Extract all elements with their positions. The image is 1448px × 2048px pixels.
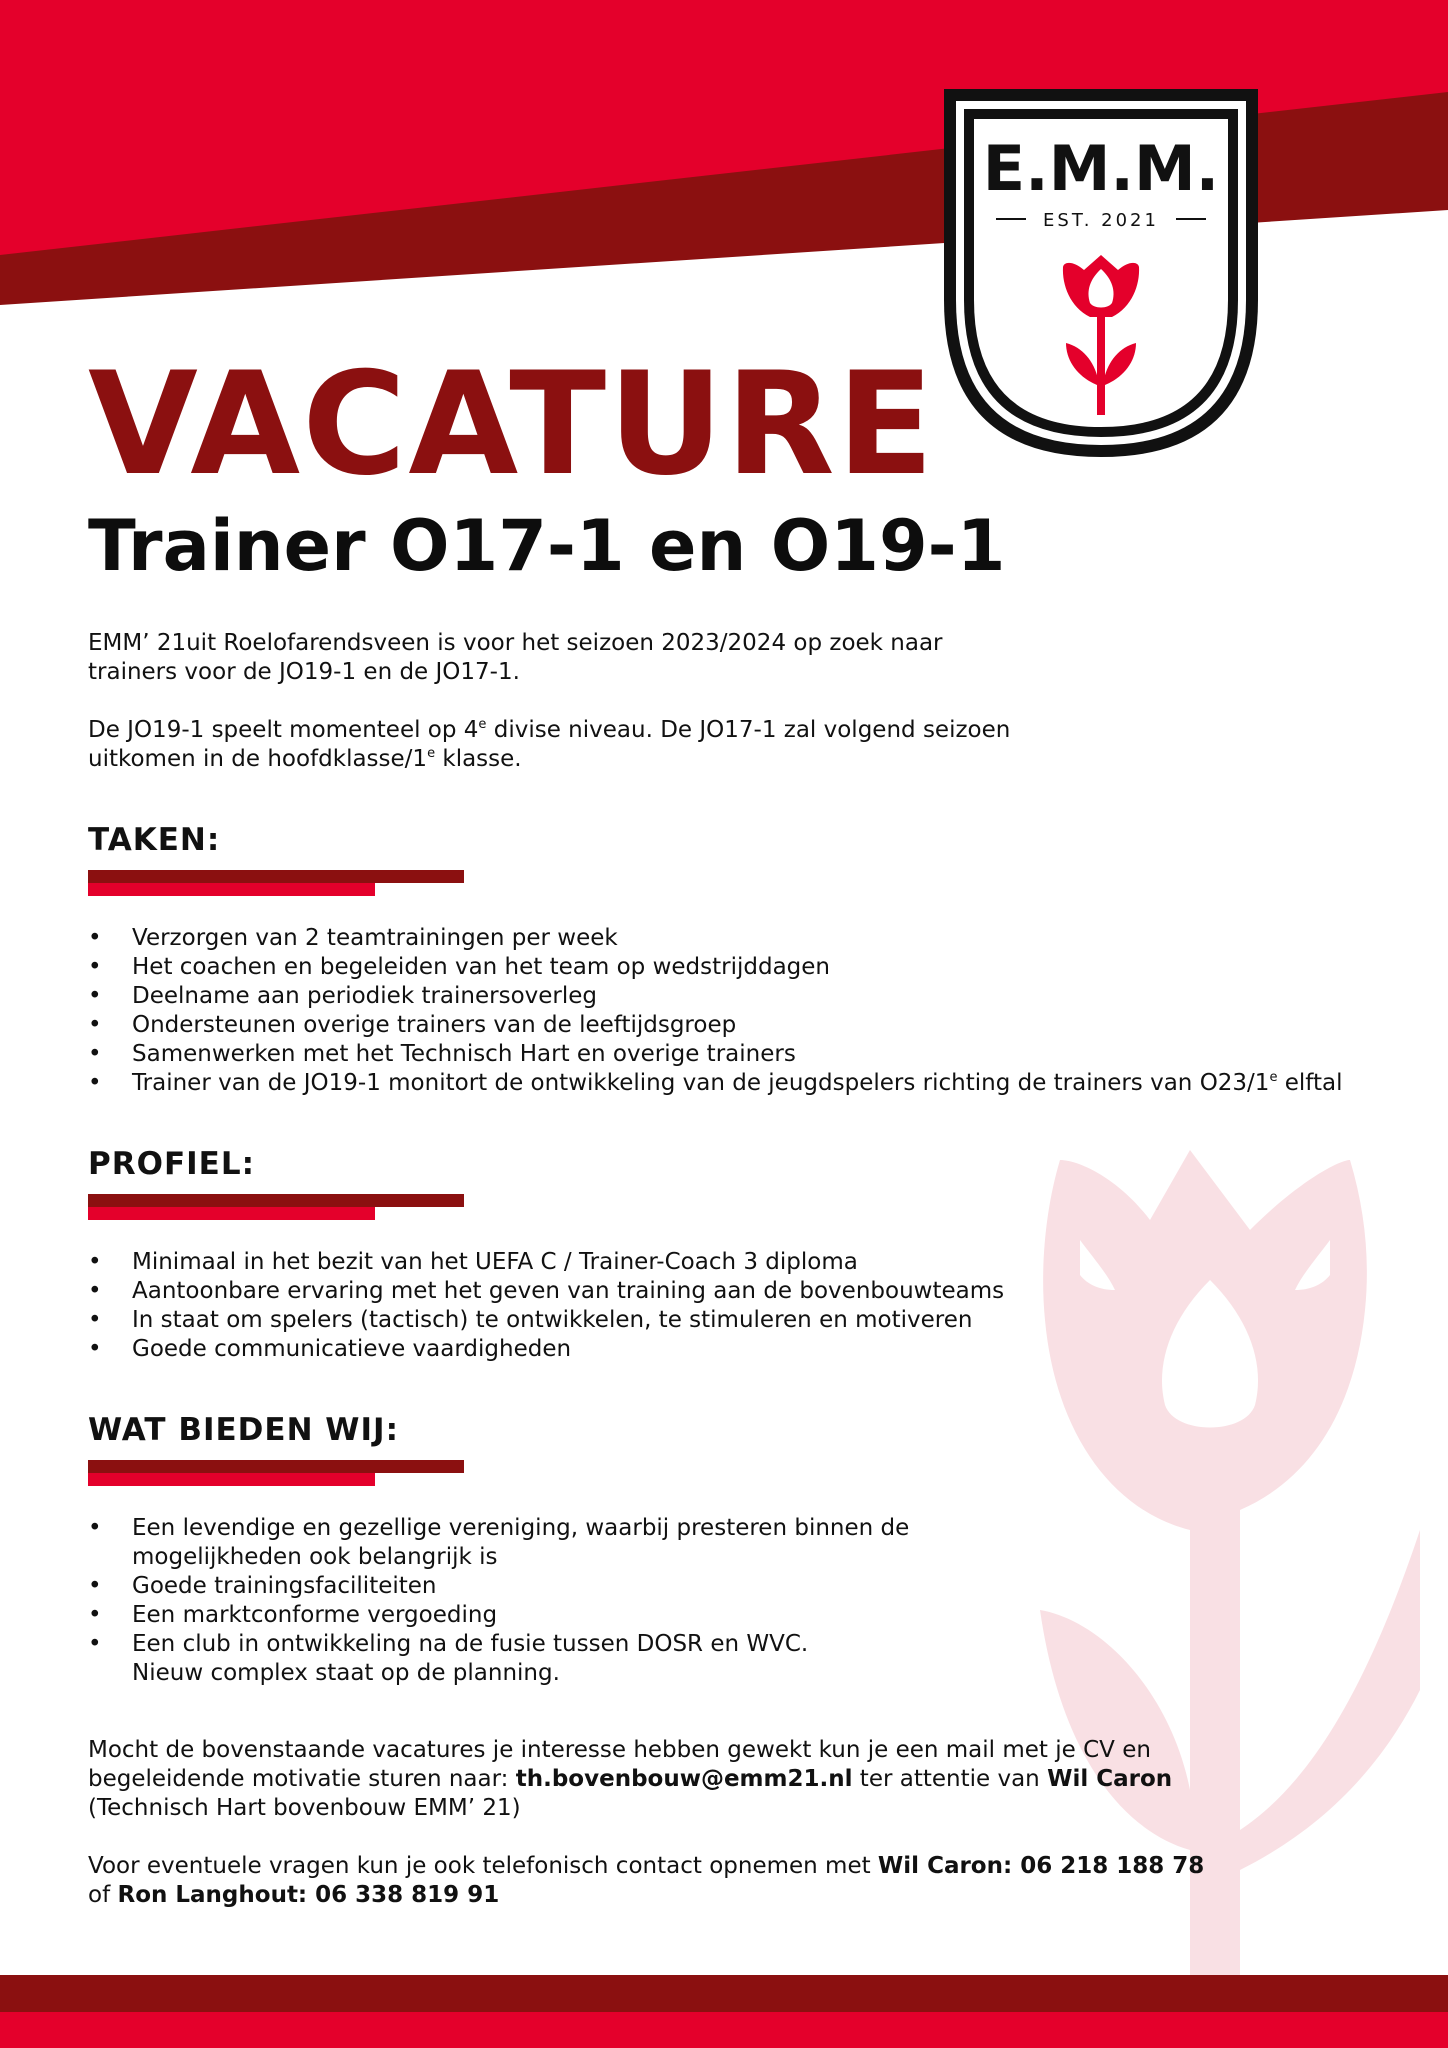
crest-est: EST. 2021	[1043, 210, 1159, 231]
phone-ron-langhout[interactable]: Ron Langhout: 06 338 819 91	[117, 1882, 500, 1908]
section-heading-taken: TAKEN:	[88, 822, 221, 858]
email-address[interactable]: th.bovenbouw@emm21.nl	[515, 1766, 853, 1792]
list-item: • Een club in ontwikkeling na de fusie tussen DOSR en WVC. Nieuw complex staat op de planning.	[88, 1631, 809, 1686]
list-item: • Trainer van de JO19-1 monitort de ontwikkeling van de jeugdspelers richting de trainers van O23/1e elftal	[88, 1070, 1343, 1096]
crest-name: E.M.M.	[982, 132, 1220, 205]
list-item: • Het coachen en begeleiden van het team op wedstrijddagen	[88, 954, 830, 980]
phone-wil-caron[interactable]: Wil Caron: 06 218 188 78	[877, 1853, 1205, 1879]
list-item: • Deelname aan periodiek trainersoverleg	[88, 983, 598, 1009]
list-item: • Goede communicatieve vaardigheden	[88, 1336, 572, 1362]
profiel-list	[88, 1248, 1378, 1364]
list-item: • Samenwerken met het Technisch Hart en overige trainers	[88, 1041, 796, 1067]
list-item: • Een marktconforme vergoeding	[88, 1602, 498, 1628]
contact-paragraph-1: Mocht de bovenstaande vacatures je interesse hebben gewekt kun je een mail met je CV en begeleidende motivatie sturen naar: th.bovenbouw@emm21.nl ter attentie van Wil Caron (Technisch Hart bovenbouw EMM’ 21)	[88, 1737, 1173, 1821]
list-item: • Een levendige en gezellige vereniging, waarbij presteren binnen de mogelijkheden ook belangrijk is	[88, 1515, 910, 1570]
section-heading-bieden: WAT BIEDEN WIJ:	[88, 1412, 399, 1448]
list-item: • Minimaal in het bezit van het UEFA C / Trainer-Coach 3 diploma	[88, 1249, 858, 1275]
footer-banner	[0, 1975, 1448, 2048]
list-item: • Verzorgen van 2 teamtrainingen per week	[88, 925, 618, 951]
list-item: • In staat om spelers (tactisch) te ontwikkelen, te stimuleren en motiveren	[88, 1307, 973, 1333]
section-divider	[88, 1460, 1378, 1488]
job-subtitle: Trainer O17-1 en O19-1	[88, 505, 1006, 587]
list-item: • Ondersteunen overige trainers van de leeftijdsgroep	[88, 1012, 737, 1038]
section-divider	[88, 1194, 1378, 1222]
bieden-list	[88, 1514, 1378, 1688]
intro-paragraph-1: EMM’ 21uit Roelofarendsveen is voor het seizoen 2023/2024 op zoek naar trainers voor de JO19-1 en de JO17-1.	[88, 630, 943, 685]
intro-paragraph-2: De JO19-1 speelt momenteel op 4e divise niveau. De JO17-1 zal volgend seizoen uitkomen in de hoofdklasse/1e klasse.	[88, 717, 1011, 772]
section-heading-profiel: PROFIEL:	[88, 1146, 255, 1182]
vacancy-content	[88, 342, 1378, 1910]
contact-paragraph-2: Voor eventuele vragen kun je ook telefonisch contact opnemen met Wil Caron: 06 218 188 78 of Ron Langhout: 06 338 819 91	[88, 1853, 1205, 1908]
taken-list	[88, 924, 1378, 1098]
list-item: • Aantoonbare ervaring met het geven van training aan de bovenbouwteams	[88, 1278, 1005, 1304]
section-divider	[88, 870, 1378, 898]
page-title: VACATURE	[88, 342, 936, 507]
list-item: • Goede trainingsfaciliteiten	[88, 1573, 437, 1599]
